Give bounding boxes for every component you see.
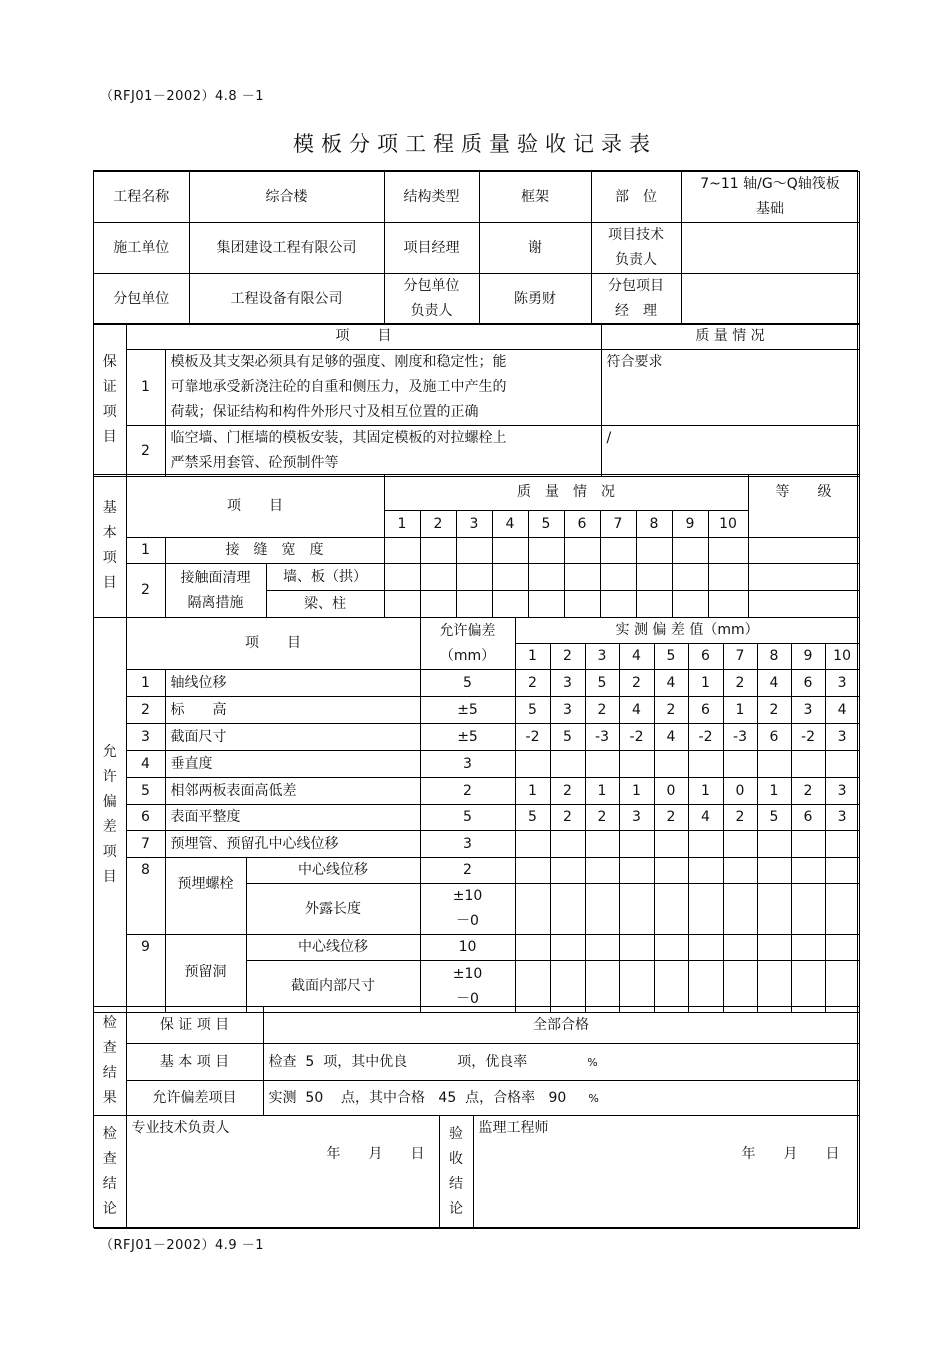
basic-col-no: 9 [672,511,708,538]
measured-value: 4 [825,697,859,724]
guarantee-item-text [165,426,601,477]
basic-col-no: 10 [708,511,748,538]
measured-value [723,831,757,858]
conclusion-label-char: 结 [449,1176,463,1192]
measured-value: 1 [757,778,791,805]
location-line1: 7~11 轴/G～Q轴筏板 [700,176,840,192]
measured-value: 2 [723,670,757,697]
deviation-row-allow: ±5 [420,697,515,724]
measured-value: 4 [619,697,654,724]
sub-manager-label-line1: 分包项目 [608,278,664,294]
measured-value: -2 [515,724,550,751]
conclusion-label-char: 结 [102,1176,117,1192]
guarantee-quality-header: 质 量 情 况 [601,324,859,350]
basic-item-no: 1 [126,538,165,564]
dev-rate: 90 [548,1089,567,1106]
deviation-measured-header: 实 测 偏 差 值（mm） [515,618,859,644]
check-label-char: 结 [102,1065,117,1081]
basic-section-label [94,475,126,618]
conclusion-label-char: 检 [102,1126,117,1142]
basic-label-char: 本 [102,525,117,541]
measured-value: 3 [619,805,654,831]
measured-value: 5 [515,805,550,831]
check-result-table [94,1006,860,1116]
date-left: 年 月 日 [326,1146,425,1162]
deviation-row-allow [420,961,515,1013]
measured-value: 5 [515,697,550,724]
conclusion-table [94,1115,860,1229]
measured-value: 2 [757,697,791,724]
dev-pass: 45 [438,1089,457,1106]
basic-col-no: 3 [456,511,492,538]
deviation-label-char: 差 [102,819,117,835]
tech-lead-label-line1: 项目技术 [608,227,664,243]
check-label-char: 检 [102,1015,117,1031]
measured-value [585,831,619,858]
basic-row-1 [94,538,859,564]
measured-value: 3 [825,805,859,831]
deviation-row-no: 1 [126,670,165,697]
guarantee-item-no: 2 [126,426,165,477]
project-manager: 谢 [479,223,591,274]
deviation-item-header: 项 目 [126,618,420,670]
sub-lead: 陈勇财 [479,274,591,325]
location-line2: 基础 [756,201,784,217]
measured-value: 3 [791,697,825,724]
deviation-row [94,697,859,724]
deviation-row-8a [94,858,859,884]
deviation-label-char: 目 [102,869,117,885]
deviation-col-no: 3 [585,644,619,670]
guarantee-line: 荷载；保证结构和构件外形尺寸及相互位置的正确 [170,404,479,420]
measured-value [688,751,723,778]
sub-manager-label-line2: 经 理 [615,303,657,319]
check-guarantee-result: 全部合格 [263,1007,859,1044]
sub-manager [681,274,859,325]
measured-value: 5 [585,670,619,697]
measured-value: 4 [757,670,791,697]
guarantee-line: 严禁采用套管、砼预制件等 [170,455,339,471]
deviation-row-allow: 2 [420,858,515,884]
deviation-row-9a [94,935,859,961]
allow-line: ±10 [452,965,483,982]
allow-line: －0 [456,913,479,929]
guarantee-section-label [94,324,126,477]
measured-value [654,831,688,858]
deviation-row-sub: 中心线位移 [246,935,420,961]
measured-value [515,831,550,858]
basic-col-no: 1 [384,511,420,538]
basic-col-no: 8 [636,511,672,538]
location-cell [681,172,859,223]
basic-col-no: 5 [528,511,564,538]
basic-item2-sub: 梁、柱 [266,591,384,618]
allow-header-line: 允许偏差 [439,622,496,639]
contractor: 集团建设工程有限公司 [189,223,384,274]
measured-value: 1 [585,778,619,805]
guarantee-line: 临空墙、门框墙的模板安装，其固定模板的对拉螺栓上 [170,430,507,446]
deviation-row [94,805,859,831]
guarantee-item-quality: / [601,426,859,477]
measured-value [791,831,825,858]
deviation-row [94,724,859,751]
measured-value [585,751,619,778]
basic-label-char: 目 [102,575,117,591]
deviation-row-name: 轴线位移 [165,670,420,697]
measured-value [688,831,723,858]
check-row-basic [94,1044,859,1081]
tech-lead [681,223,859,274]
conclusion-label-char: 收 [449,1151,463,1167]
measured-value: -2 [688,724,723,751]
supervisor-sign-label: 监理工程师 [478,1120,549,1136]
basic-item-header: 项 目 [126,475,384,538]
header-table [94,171,860,325]
check-basic-label: 基 本 项 目 [126,1044,263,1081]
deviation-row-no: 5 [126,778,165,805]
deviation-label-char: 允 [102,744,117,760]
basic-item-name: 接 缝 宽 度 [165,538,384,564]
tech-lead-sign-area [126,1116,439,1229]
guarantee-label-char: 证 [102,379,117,395]
measured-value: 1 [688,778,723,805]
deviation-row-no: 2 [126,697,165,724]
measured-value: 1 [688,670,723,697]
text: 点，其中合格 [341,1089,426,1106]
sub-manager-label [591,274,681,325]
basic-row-2a [94,564,859,591]
deviation-row-name: 相邻两板表面高低差 [165,778,420,805]
deviation-row-group: 预埋螺栓 [165,858,246,935]
measured-value: 2 [550,778,585,805]
deviation-row-sub: 中心线位移 [246,858,420,884]
check-conclusion-label [94,1116,126,1229]
deviation-col-no: 4 [619,644,654,670]
measured-value: -3 [585,724,619,751]
measured-value [515,751,550,778]
guarantee-row [94,350,859,426]
basic-item2-line: 接触面清理 [180,569,251,586]
basic-col-no: 6 [564,511,600,538]
location-label: 部 位 [591,172,681,223]
measured-value: 2 [791,778,825,805]
deviation-section-label [94,618,126,1013]
basic-item-no: 2 [126,564,165,618]
dev-pct: % [588,1091,599,1105]
measured-value: 5 [757,805,791,831]
acceptance-conclusion-label [439,1116,473,1229]
basic-item2-line: 隔离措施 [187,594,244,611]
structure-type-label: 结构类型 [384,172,479,223]
guarantee-label-char: 保 [102,354,117,370]
project-name-label: 工程名称 [94,172,189,223]
guarantee-table [94,323,860,477]
form-code-bottom: （RFJ01－2002）4.9 －1 [100,1238,265,1253]
sub-lead-label [384,274,479,325]
deviation-col-no: 2 [550,644,585,670]
guarantee-line: 可靠地承受新浇注砼的自重和侧压力，及施工中产生的 [170,379,507,395]
measured-value: 2 [723,805,757,831]
guarantee-item-header: 项 目 [126,324,601,350]
deviation-row-allow: 2 [420,778,515,805]
check-deviation-label: 允许偏差项目 [126,1081,263,1116]
measured-value: 4 [688,805,723,831]
basic-item2-name [165,564,266,618]
deviation-label-char: 偏 [102,794,117,810]
check-basic-result [263,1044,859,1081]
deviation-label-char: 项 [102,844,117,860]
text: 点，合格率 [465,1089,536,1106]
deviation-row-allow: 5 [420,805,515,831]
measured-value: 4 [654,670,688,697]
basic-quality-header: 质 量 情 况 [384,475,748,511]
measured-value: -2 [619,724,654,751]
measured-value: 1 [723,697,757,724]
check-guarantee-label: 保 证 项 目 [126,1007,263,1044]
structure-type: 框架 [479,172,591,223]
header-row-subcontractor [94,274,859,325]
guarantee-item-quality: 符合要求 [601,350,859,426]
tech-lead-label [591,223,681,274]
check-label-char: 果 [102,1090,117,1106]
measured-value: 2 [619,670,654,697]
allow-line: －0 [456,990,479,1007]
deviation-row [94,751,859,778]
measured-value: 2 [585,805,619,831]
conclusion-label-char: 论 [449,1201,463,1217]
deviation-row-allow: 10 [420,935,515,961]
project-name: 综合楼 [189,172,384,223]
deviation-row-no: 6 [126,805,165,831]
measured-value: 2 [654,805,688,831]
measured-value: 1 [515,778,550,805]
basic-table [94,474,860,618]
measured-value [550,751,585,778]
measured-value: 3 [550,697,585,724]
tech-lead-sign-label: 专业技术负责人 [131,1120,230,1136]
header-row-contractor [94,223,859,274]
deviation-table [94,617,860,1013]
deviation-row [94,778,859,805]
measured-value: 3 [825,778,859,805]
measured-value [757,831,791,858]
measured-value [654,751,688,778]
subcontractor-label: 分包单位 [94,274,189,325]
deviation-row-allow: ±5 [420,724,515,751]
measured-value [723,751,757,778]
basic-col-no: 4 [492,511,528,538]
deviation-col-no: 9 [791,644,825,670]
deviation-row-no: 3 [126,724,165,751]
form-code-top: （RFJ01－2002）4.8 －1 [100,89,265,104]
basic-pct: % [587,1055,598,1069]
dev-points: 50 [305,1089,324,1106]
deviation-col-no: 6 [688,644,723,670]
measured-value [619,751,654,778]
basic-label-char: 项 [102,550,117,566]
measured-value: 6 [791,670,825,697]
deviation-row-no: 9 [126,935,165,1013]
deviation-label-char: 许 [102,769,117,785]
deviation-row-sub: 外露长度 [246,884,420,935]
record-form [93,170,858,1228]
tech-lead-label-line2: 负责人 [615,252,657,268]
basic-grade-header: 等 级 [748,475,859,538]
header-row-project [94,172,859,223]
measured-value: 2 [585,697,619,724]
measured-value [825,831,859,858]
guarantee-line: 模板及其支架必须具有足够的强度、刚度和稳定性；能 [170,354,507,370]
text: 项，优良率 [457,1053,528,1070]
subcontractor: 工程设备有限公司 [189,274,384,325]
measured-value [619,831,654,858]
measured-value: 3 [825,670,859,697]
deviation-row-name: 表面平整度 [165,805,420,831]
deviation-col-no: 1 [515,644,550,670]
measured-value: -3 [723,724,757,751]
basic-item2-sub: 墙、板（拱） [266,564,384,591]
deviation-row-allow: 3 [420,831,515,858]
deviation-row-name: 预埋管、预留孔中心线位移 [165,831,420,858]
measured-value: 3 [550,670,585,697]
deviation-col-no: 7 [723,644,757,670]
date-right: 年 月 日 [741,1146,840,1162]
measured-value: -2 [791,724,825,751]
deviation-row-name: 截面尺寸 [165,724,420,751]
conclusion-label-char: 查 [102,1151,117,1167]
measured-value: 1 [619,778,654,805]
deviation-row-no: 8 [126,858,165,935]
check-deviation-result [263,1081,859,1116]
check-section-label [94,1007,126,1116]
deviation-col-no: 10 [825,644,859,670]
basic-col-no: 2 [420,511,456,538]
guarantee-label-char: 项 [102,404,117,420]
deviation-row-allow [420,884,515,935]
measured-value [791,751,825,778]
contractor-label: 施工单位 [94,223,189,274]
measured-value: 2 [515,670,550,697]
deviation-row [94,670,859,697]
deviation-col-no: 5 [654,644,688,670]
check-row-guarantee [94,1007,859,1044]
measured-value [757,751,791,778]
supervisor-sign-area [473,1116,859,1229]
sub-lead-label-line1: 分包单位 [403,278,460,294]
measured-value: 2 [654,697,688,724]
measured-value: 4 [654,724,688,751]
basic-col-no: 7 [600,511,636,538]
allow-line: ±10 [452,888,483,904]
deviation-row-no: 7 [126,831,165,858]
page-title: 模板分项工程质量验收记录表 [293,132,657,156]
deviation-row-name: 标 高 [165,697,420,724]
conclusion-label-char: 论 [102,1201,117,1217]
measured-value: 0 [723,778,757,805]
deviation-row-allow: 5 [420,670,515,697]
deviation-row-name: 垂直度 [165,751,420,778]
deviation-row-sub: 截面内部尺寸 [246,961,420,1013]
deviation-allow-header [420,618,515,670]
guarantee-item-text [165,350,601,426]
measured-value [550,831,585,858]
measured-value: 6 [757,724,791,751]
allow-header-line: （mm） [439,647,496,664]
measured-value: 6 [688,697,723,724]
measured-value: 6 [791,805,825,831]
basic-count: 5 [305,1053,315,1070]
conclusion-label-char: 验 [449,1126,463,1142]
measured-value: 3 [825,724,859,751]
project-manager-label: 项目经理 [384,223,479,274]
check-label-char: 查 [102,1040,117,1056]
text: 项，其中优良 [323,1053,408,1070]
deviation-row-no: 4 [126,751,165,778]
text: 实测 [268,1089,297,1106]
measured-value [825,751,859,778]
deviation-row-group: 预留洞 [165,935,246,1013]
deviation-row-allow: 3 [420,751,515,778]
guarantee-label-char: 目 [102,429,117,445]
measured-value: 0 [654,778,688,805]
guarantee-item-no: 1 [126,350,165,426]
basic-label-char: 基 [102,500,117,516]
conclusion-row [94,1116,859,1229]
measured-value: 2 [550,805,585,831]
text: 检查 [268,1053,297,1070]
deviation-row [94,831,859,858]
deviation-col-no: 8 [757,644,791,670]
measured-value: 5 [550,724,585,751]
check-row-deviation [94,1081,859,1116]
guarantee-row [94,426,859,477]
sub-lead-label-line2: 负责人 [410,303,453,319]
